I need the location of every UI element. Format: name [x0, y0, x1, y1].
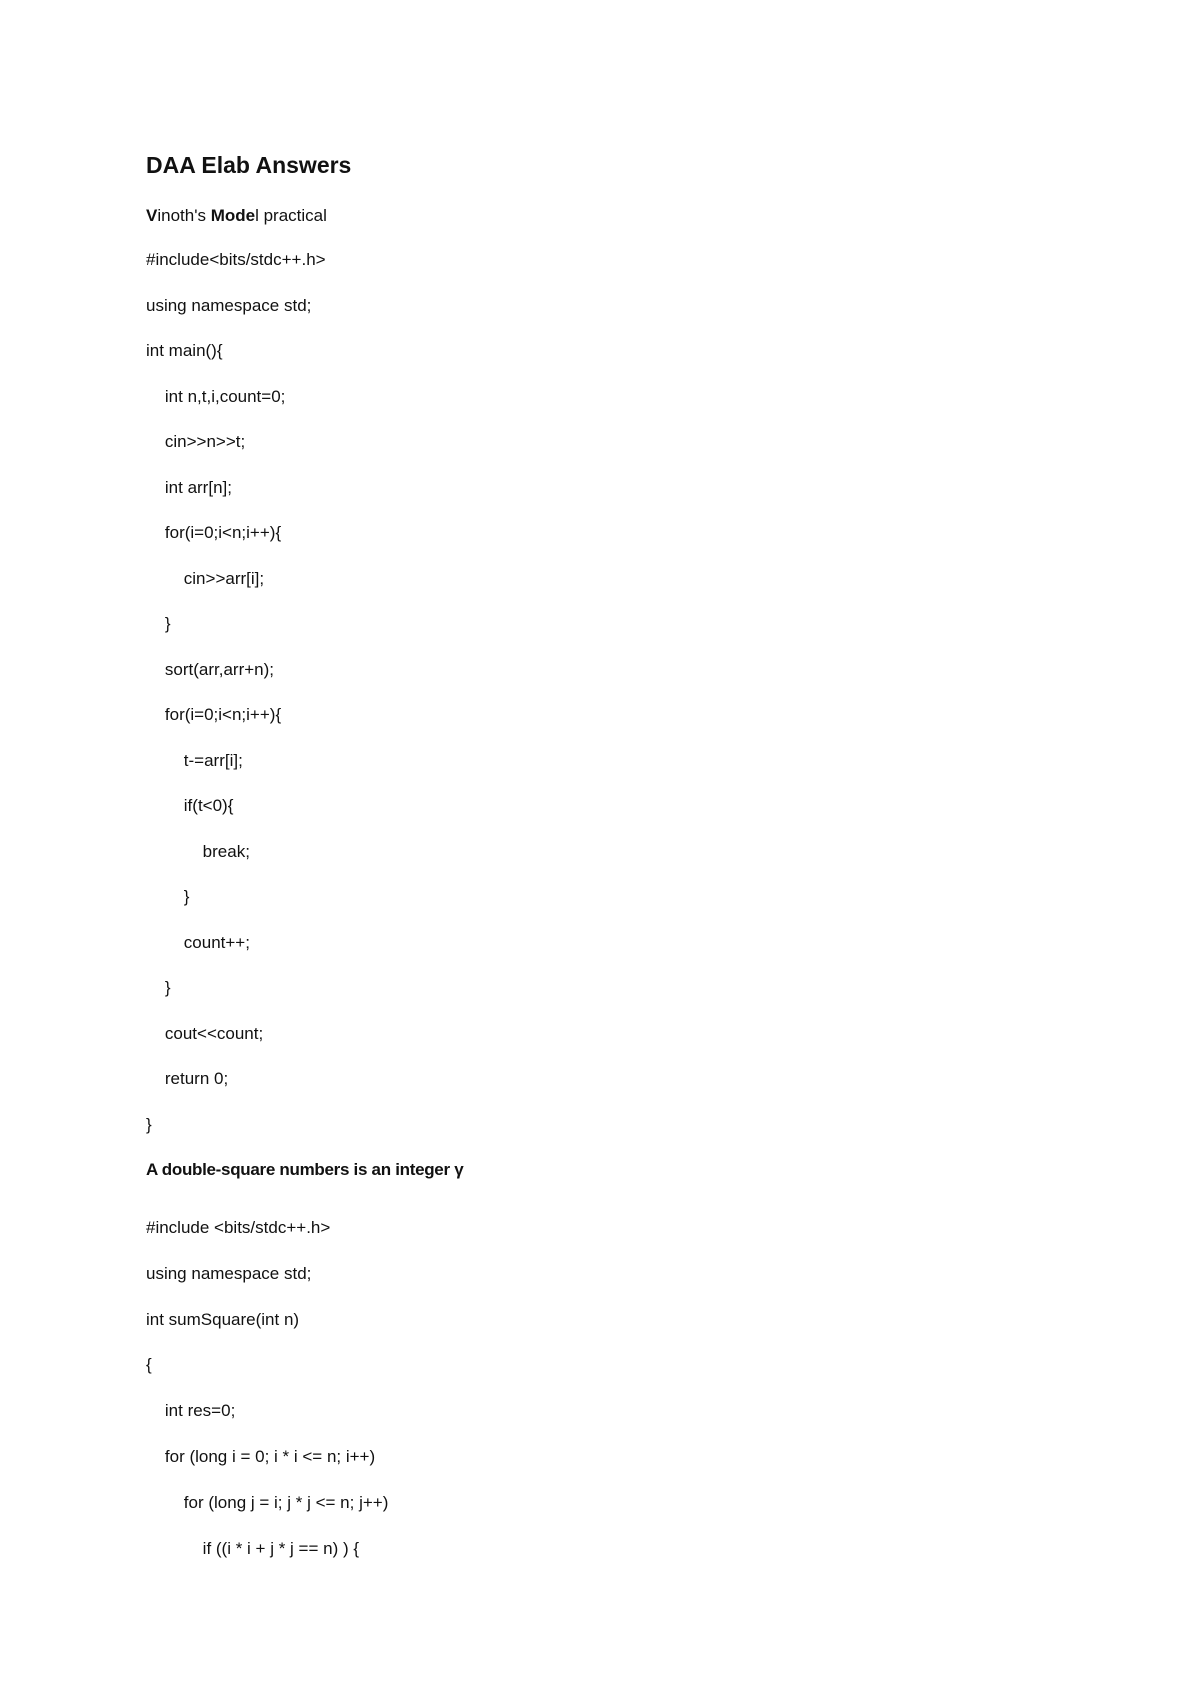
code-line: if ((i * i + j * j == n) ) { — [146, 1538, 360, 1558]
code-block-1 — [146, 248, 463, 1204]
code-line: if(t<0){ — [146, 796, 234, 815]
code-line: count++; — [146, 932, 250, 952]
code-line: int main(){ — [146, 341, 223, 360]
code-line: cin>>n>>t; — [146, 432, 246, 451]
code-line: } — [146, 887, 190, 906]
subtitle-model-bold: Mode — [210, 206, 256, 225]
document-title: DAA Elab Answers — [146, 152, 352, 178]
section-subtitle — [146, 204, 327, 228]
code-line: break; — [146, 841, 250, 861]
code-line: } — [146, 614, 171, 633]
subtitle-initial: V — [146, 206, 158, 225]
subtitle-rest: l practical — [255, 206, 327, 225]
code-line: int res=0; — [146, 1401, 236, 1421]
code-line: for(i=0;i<n;i++){ — [146, 705, 282, 724]
code-line: } — [146, 1114, 152, 1134]
code-line: using namespace std; — [146, 295, 312, 315]
subtitle-name: inoth's — [157, 206, 211, 225]
code-line: t-=arr[i]; — [146, 750, 243, 770]
code-line: int sumSquare(int n) — [146, 1309, 300, 1329]
code-line: { — [146, 1355, 152, 1375]
code-line: using namespace std; — [146, 1263, 312, 1283]
code-line: for (long i = 0; i * i <= n; i++) — [146, 1446, 376, 1466]
code-line: for(i=0;i<n;i++){ — [146, 523, 282, 542]
code-line: cin>>arr[i]; — [146, 568, 265, 588]
code-line: } — [146, 978, 171, 997]
code-line: return 0; — [146, 1069, 229, 1088]
code-line: sort(arr,arr+n); — [146, 659, 274, 679]
code-line: for (long j = i; j * j <= n; j++) — [146, 1492, 389, 1512]
code-line: int n,t,i,count=0; — [146, 386, 286, 406]
code-line: #include <bits/stdc++.h> — [146, 1218, 331, 1237]
code-block-2 — [146, 1216, 388, 1582]
code-line: int arr[n]; — [146, 477, 232, 497]
code-line: #include<bits/stdc++.h> — [146, 250, 326, 269]
section-heading-double-square: A double-square numbers is an integer γ — [146, 1160, 464, 1179]
code-line: cout<<count; — [146, 1023, 264, 1043]
